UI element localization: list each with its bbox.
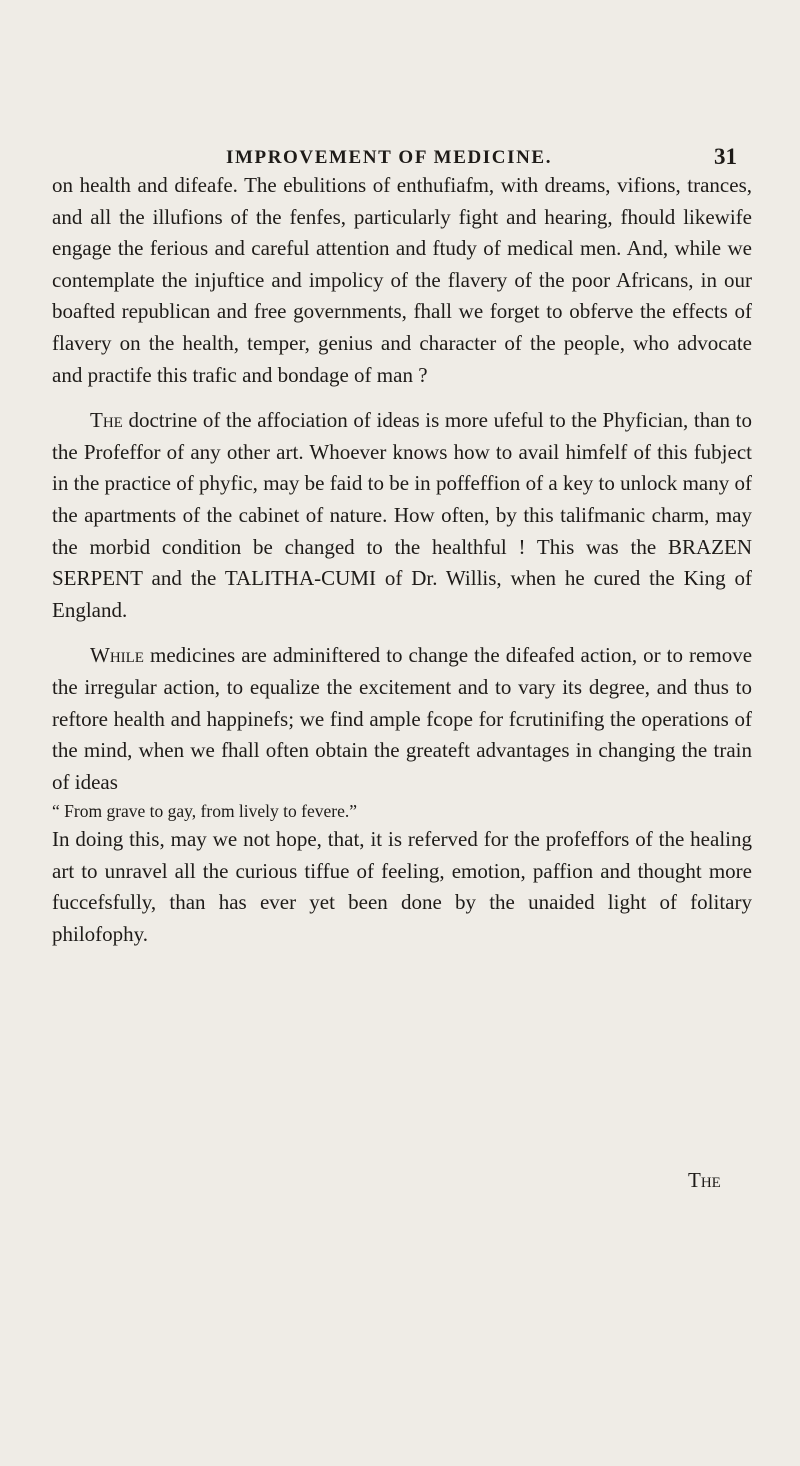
paragraph-2 [52, 405, 752, 626]
running-header [226, 144, 746, 169]
page-number: 31 [714, 144, 737, 169]
running-title: IMPROVEMENT OF MEDICINE. [226, 147, 553, 168]
paragraph-3-text: medicines are adminiftered to change the difeafed action, or to remove the irregular action, to equalize the excitement and to vary its degree, and thus to reftore health and happinefs; we find ample fcope for fcrutinifing the operations of the mind, when we fhall often obtain the greateft advantages in changing the train of ideas [52, 643, 753, 794]
paragraph-4: In doing this, may we not hope, that, it is referved for the profeffors of the healing art to unravel all the curious tiffue of feeling, emotion, paffion and thought more fuccefsfully, than has ever yet been done by the unaided light of folitary philofophy. [52, 827, 752, 947]
paragraph-3-lead-word: While [90, 643, 144, 668]
body-text [52, 170, 752, 951]
paragraph-1: on health and difeafe. The ebulitions of enthufiafm, with dreams, vifions, trances, and all the illufions of the fenfes, particularly fight and hearing, fhould likewife engage the ferious and careful attention and ftudy of medical men. And, while we contemplate the injuftice and impolicy of the flavery of the poor Africans, in our boafted republican and free governments, fhall we forget to obferve the effects of flavery on the health, temper, genius and character of the people, who advocate and practife this trafic and bondage of man ? [52, 173, 752, 387]
paragraph-3 [52, 640, 752, 798]
quotation: “ From grave to gay, from lively to fevere.” [52, 801, 358, 822]
catchword: The [688, 1168, 721, 1192]
paragraph-2-text: doctrine of the affociation of ideas is more ufeful to the Phyfician, than to the Profeffor of any other art. Whoever knows how to avail himfelf of this fubject in the practice of phyfic, may be faid to be in poffeffion of a key to unlock many of the apartments of the cabinet of nature. How often, by this talifmanic charm, may the morbid condition be changed to the healthful ! This was the BRAZEN SERPENT and the TALITHA-CUMI of Dr. Willis, when he cured the King of England. [52, 408, 752, 622]
paragraph-2-lead-word: The [90, 408, 123, 433]
